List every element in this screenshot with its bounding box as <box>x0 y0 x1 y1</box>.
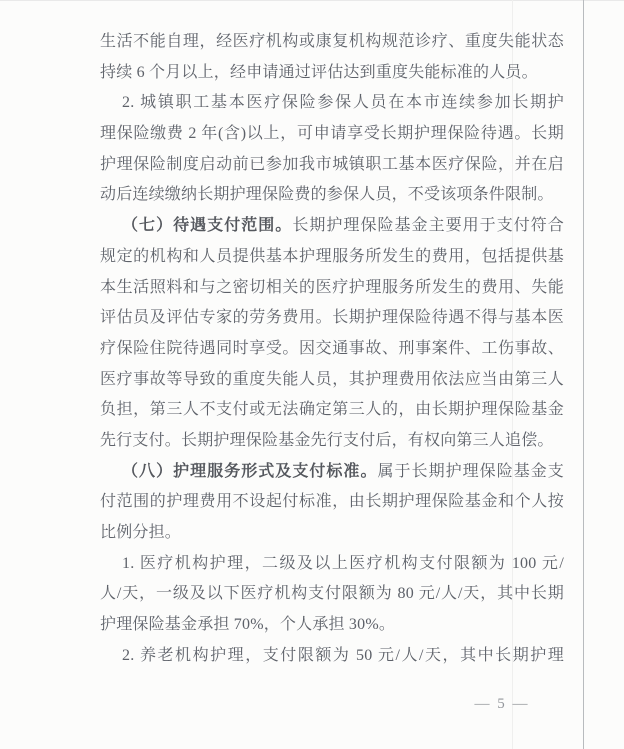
text-line: 护理保险制度启动前已参加我市城镇职工基本医疗保险，并在启 <box>100 155 564 173</box>
text-line: 负担，第三人不支付或无法确定第三人的，由长期护理保险基金 <box>100 401 564 419</box>
text-line: 评估员及评估专家的劳务费用。长期护理保险待遇不得与基本医 <box>100 309 564 327</box>
text-line: 生活不能自理，经医疗机构或康复机构规范诊疗、重度失能状态 <box>100 33 564 50</box>
section-heading: （七）待遇支付范围。 <box>122 217 293 235</box>
text-line: 付范围的护理费用不设起付标准，由长期护理保险基金和个人按 <box>100 493 564 511</box>
text-line <box>100 457 564 488</box>
text-line: 护理保险基金承担 70%，个人承担 30%。 <box>100 616 396 634</box>
text-line: 本生活照料和与之密切相关的医疗护理服务所发生的费用、失能 <box>100 278 564 296</box>
text-line: 持续 6 个月以上，经申请通过评估达到重度失能标准的人员。 <box>100 63 538 81</box>
text-line: 1. 医疗机构护理，二级及以上医疗机构支付限额为 100 元/ <box>122 554 564 572</box>
text-line-continuation: 属于长期护理保险基金支 <box>377 462 564 480</box>
text-line: 比例分担。 <box>100 524 182 541</box>
text-line: 理保险缴费 2 年(含)以上，可申请享受长期护理保险待遇。长期 <box>100 125 564 143</box>
document-body <box>100 27 564 671</box>
text-line: 先行支付。长期护理保险基金先行支付后，有权向第三人追偿。 <box>100 431 554 449</box>
text-line: 疗保险住院待遇同时享受。因交通事故、刑事案件、工伤事故、 <box>100 339 564 357</box>
text-line <box>100 211 564 242</box>
text-line: 2. 养老机构护理，支付限额为 50 元/人/天，其中长期护理 <box>122 646 564 664</box>
text-line-continuation: 长期护理保险基金主要用于支付符合 <box>292 217 564 235</box>
text-line: 医疗事故等导致的重度失能人员，其护理费用依法应当由第三人 <box>100 370 564 388</box>
text-line: 人/天，一级及以下医疗机构支付限额为 80 元/人/天，其中长期 <box>100 585 564 603</box>
text-line: 规定的机构和人员提供基本护理服务所发生的费用，包括提供基 <box>100 247 564 265</box>
section-heading: （八）护理服务形式及支付标准。 <box>122 462 378 480</box>
page-top-edge <box>0 0 624 1</box>
text-line: 2. 城镇职工基本医疗保险参保人员在本市连续参加长期护 <box>122 94 564 112</box>
page-number: — 5 — <box>474 696 530 712</box>
scan-edge-line <box>583 0 584 749</box>
text-line: 动后连续缴纳长期护理保险费的参保人员，不受该项条件限制。 <box>100 186 554 204</box>
